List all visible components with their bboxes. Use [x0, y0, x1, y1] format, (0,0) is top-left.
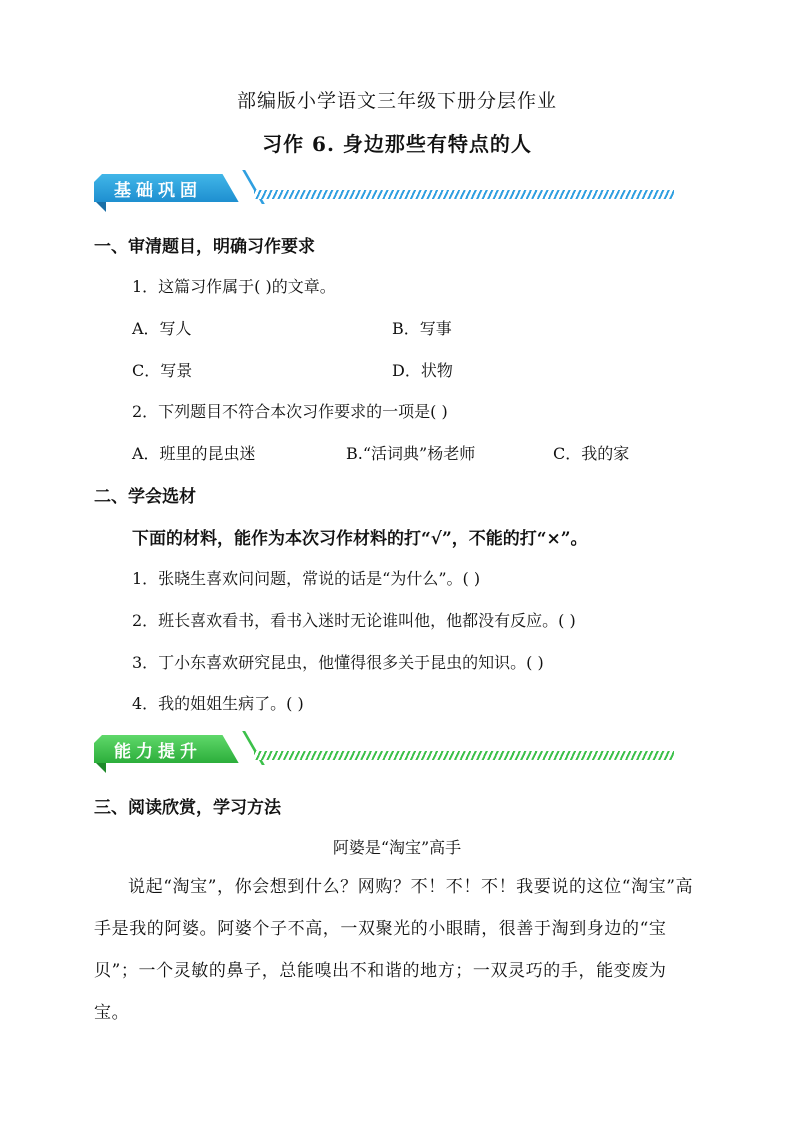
option-b: B．写事 — [392, 319, 452, 338]
section-instruction: 下面的材料，能作为本次习作材料的打“√”，不能的打“×”。 — [132, 529, 588, 549]
question-1: 1．这篇习作属于( )的文章。 — [132, 277, 336, 296]
section-heading-2: 二、学会选材 — [94, 487, 196, 507]
banner-label: 基础巩固 — [114, 181, 202, 201]
q2-option-a: A．班里的昆虫迷 — [132, 444, 256, 463]
section-heading-1: 一、审清题目，明确习作要求 — [94, 237, 315, 257]
list-item: 4．我的姐姐生病了。( ) — [132, 694, 304, 713]
option-d: D．状物 — [392, 361, 453, 380]
banner-tail — [96, 763, 106, 773]
q2-option-b: B.“活词典”杨老师 — [346, 444, 476, 463]
banner-basic — [94, 170, 684, 214]
section-heading-3: 三、阅读欣赏，学习方法 — [94, 798, 281, 818]
q2-option-c: C．我的家 — [553, 444, 630, 463]
option-c: C．写景 — [132, 361, 193, 380]
list-item: 3．丁小东喜欢研究昆虫，他懂得很多关于昆虫的知识。( ) — [132, 653, 544, 672]
option-a: A．写人 — [132, 319, 192, 338]
list-item: 2．班长喜欢看书，看书入迷时无论谁叫他，他都没有反应。( ) — [132, 611, 576, 630]
banner-hatch-line — [254, 751, 674, 760]
list-item: 1．张晓生喜欢问问题，常说的话是“为什么”。( ) — [132, 569, 481, 588]
lesson-title: 习作 6. 身边那些有特点的人 — [262, 132, 532, 156]
banner-advanced — [94, 731, 684, 775]
banner-tail — [96, 202, 106, 212]
question-2: 2．下列题目不符合本次习作要求的一项是( ) — [132, 402, 448, 421]
document-title: 部编版小学语文三年级下册分层作业 — [236, 90, 557, 112]
article-paragraph: 说起“淘宝”，你会想到什么？网购？不！不！不！我要说的这位“淘宝”高手是我的阿婆。阿婆个子不高，一双聚光的小眼睛，很善于淘到身边的“宝贝”；一个灵敏的鼻子，总能嗅出不和谐的地方；一双灵巧的手，能变废为宝。 — [94, 877, 694, 1023]
banner-hatch-line — [254, 190, 674, 199]
article-title: 阿婆是“淘宝”高手 — [332, 838, 462, 857]
banner-label: 能力提升 — [114, 742, 202, 762]
